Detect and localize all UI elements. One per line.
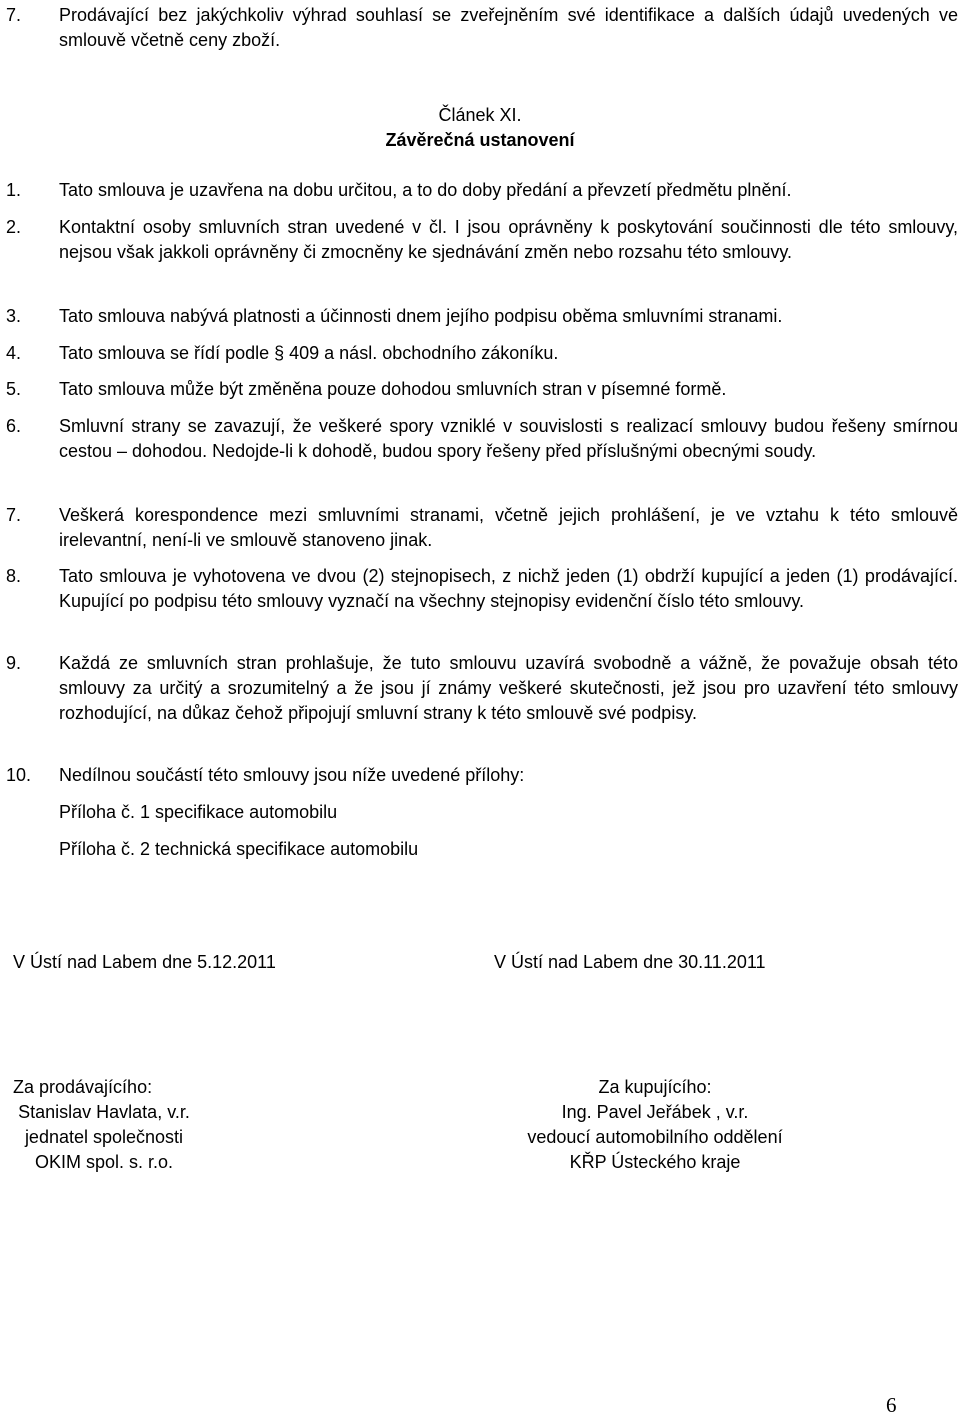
provision-number: 9.: [6, 653, 22, 673]
attachment-1: Příloha č. 1 specifikace automobilu: [59, 802, 338, 822]
buyer-position: vedoucí automobilního oddělení: [527, 1127, 783, 1147]
provision-text: Nedílnou součástí této smlouvy jsou níže uvedené přílohy:: [59, 765, 525, 785]
provision-number: 5.: [6, 379, 22, 399]
seller-position: jednatel společnosti: [24, 1127, 184, 1147]
provision-text: Smluvní strany se zavazují, že veškeré spory vzniklé v souvislosti s realizací smlouvy budou řešeny smírnou cestou – dohodou. Nedojde-li k dohodě, budou spory řešeny před příslušnými obecnými soudy.: [59, 416, 958, 461]
provision-number: 1.: [6, 180, 22, 200]
provision-text: Každá ze smluvních stran prohlašuje, že tuto smlouvu uzavírá svobodně a vážně, že považuje obsah této smlouvy za určitý a srozumitelný a že jsou jí známy veškeré skutečnosti, jež jsou pro uzavření této smlouvy rozhodující, na důkaz čehož připojují smluvní strany k této smlouvě své podpisy.: [59, 653, 958, 723]
buyer-place-date: V Ústí nad Labem dne 30.11.2011: [494, 952, 766, 972]
provision-text: Tato smlouva nabývá platnosti a účinnosti dnem jejího podpisu oběma smluvními stranami.: [59, 306, 783, 326]
provision-number: 4.: [6, 343, 22, 363]
provision-text: Tato smlouva se řídí podle § 409 a násl. obchodního zákoníku.: [59, 343, 559, 363]
clause-text: Prodávající bez jakýchkoliv výhrad souhlasí se zveřejněním své identifikace a dalších údajů uvedených ve smlouvě včetně ceny zboží.: [59, 5, 958, 50]
provision-number: 3.: [6, 306, 22, 326]
seller-name: Stanislav Havlata, v.r.: [18, 1102, 190, 1122]
seller-signature-block: [4, 1075, 204, 1175]
provision-text: Kontaktní osoby smluvních stran uvedené v čl. I jsou oprávněny k poskytování součinnosti dle této smlouvy, nejsou však jakkoli oprávněny či zmocněny ke sjednávání změn nebo rozsahu této smlouvy.: [59, 217, 958, 262]
provision-text: Tato smlouva je vyhotovena ve dvou (2) stejnopisech, z nichž jeden (1) obdrží kupující a jeden (1) prodávající. Kupující po podpisu této smlouvy vyznačí na všechny stejnopisy evidenční číslo této smlouvy.: [59, 566, 958, 611]
provision-number: 7.: [6, 505, 22, 525]
provision-text: Veškerá korespondence mezi smluvními stranami, včetně jejich prohlášení, je ve vztahu k této smlouvě irelevantní, není-li ve smlouvě stanoveno jinak.: [59, 505, 958, 550]
buyer-company: KŘP Ústeckého kraje: [569, 1152, 741, 1172]
provision-number: 6.: [6, 416, 22, 436]
provision-number: 8.: [6, 566, 22, 586]
clause-number: 7.: [6, 5, 22, 25]
article-heading: Článek XI.: [438, 105, 522, 125]
buyer-role: Za kupujícího:: [598, 1077, 712, 1097]
page-number: 6: [886, 1393, 897, 1417]
article-title: Závěrečná ustanovení: [385, 130, 575, 150]
provision-number: 2.: [6, 217, 22, 237]
seller-place-date: V Ústí nad Labem dne 5.12.2011: [13, 952, 276, 972]
seller-role: Za prodávajícího:: [13, 1077, 153, 1097]
buyer-signature-block: [490, 1075, 820, 1175]
provision-number: 10.: [6, 765, 32, 785]
buyer-name: Ing. Pavel Jeřábek , v.r.: [561, 1102, 749, 1122]
provision-text: Tato smlouva je uzavřena na dobu určitou, a to do doby předání a převzetí předmětu plnění.: [59, 180, 792, 200]
provision-text: Tato smlouva může být změněna pouze dohodou smluvních stran v písemné formě.: [59, 379, 727, 399]
seller-company: OKIM spol. s. r.o.: [34, 1152, 174, 1172]
attachment-2: Příloha č. 2 technická specifikace automobilu: [59, 839, 419, 859]
